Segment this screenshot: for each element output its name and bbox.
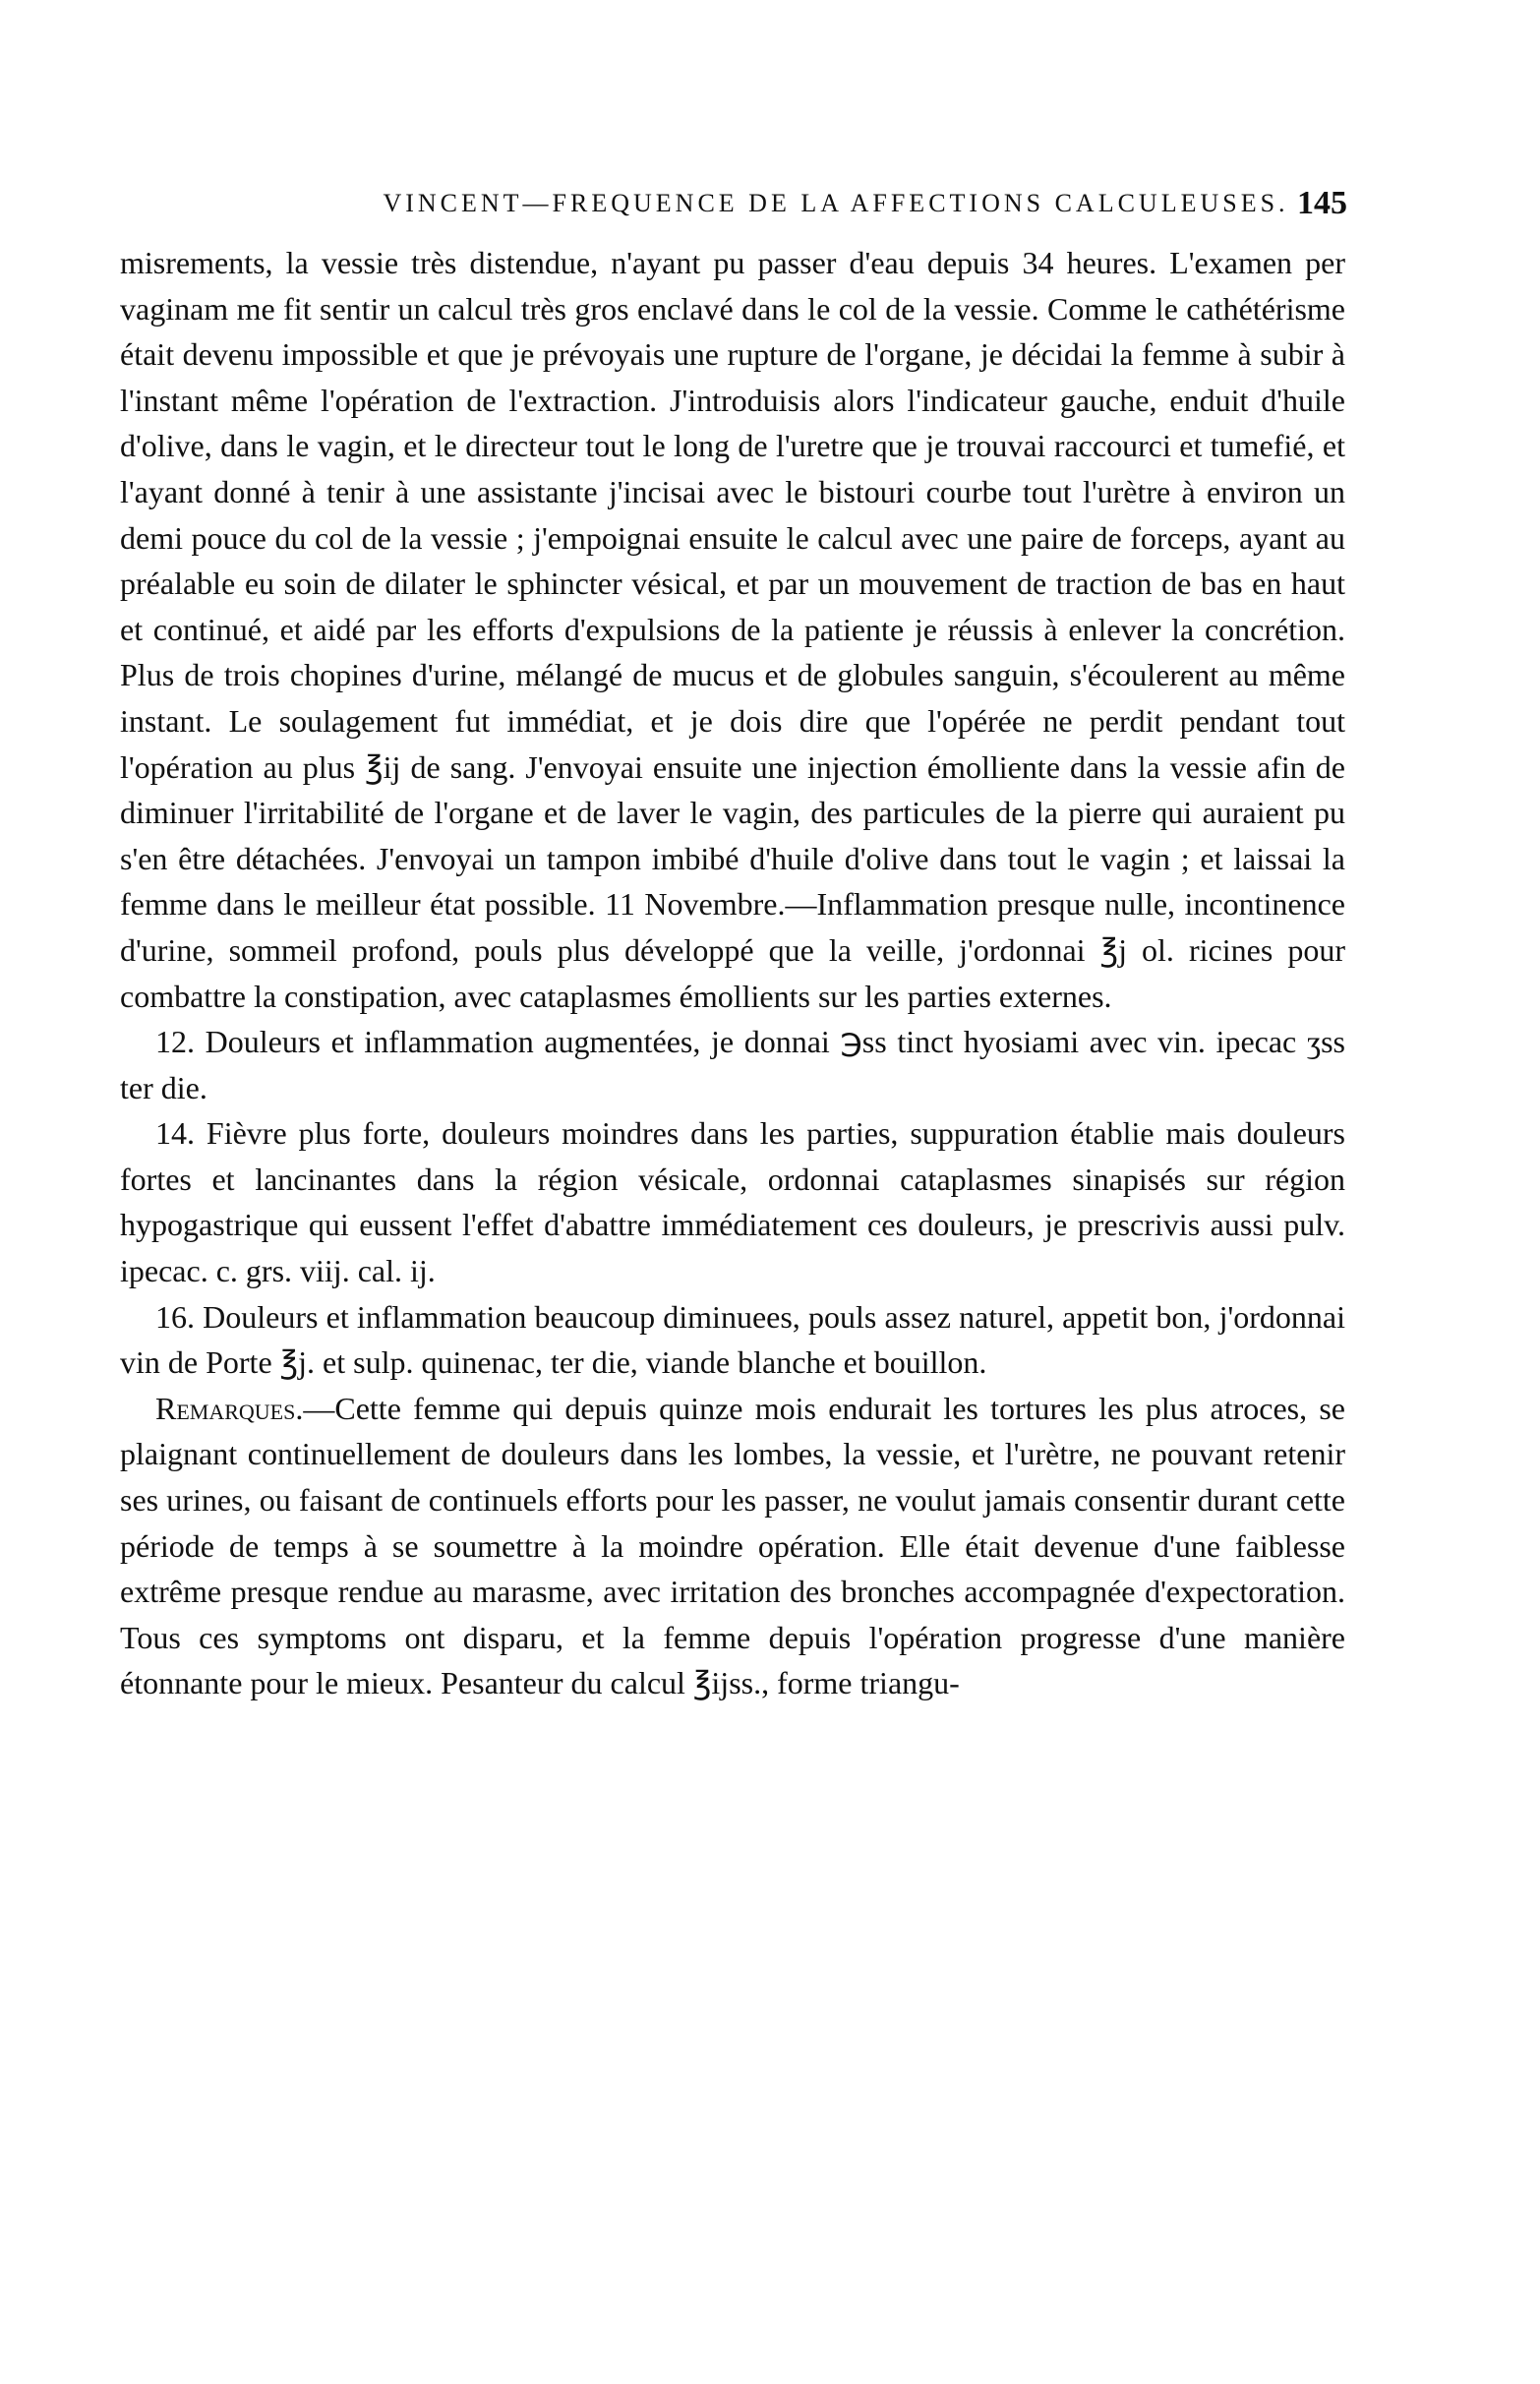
remarques-text: Cette femme qui depuis quinze mois endurait les tortures les plus atroces, se plaignant continuellement de douleurs dans les lombes, la vessie, et l'urètre, ne pouvant retenir ses urines, ou faisant de continuels efforts pour les passer, ne voulut jamais consentir durant cette période de temps à se soumettre à la moindre opération. Elle était devenue d'une faiblesse extrême presque rendue au marasme, avec irritation des bronches accompagnée d'expectoration. Tous ces symptoms ont disparu, et la femme depuis l'opération progresse d'une manière étonnante pour le mieux. Pesanteur du calcul ℥ijss., forme triangu- bbox=[120, 1390, 1345, 1701]
paragraph-remarques bbox=[120, 1386, 1345, 1706]
running-title: VINCENT—FREQUENCE DE LA AFFECTIONS CALCULEUSES. bbox=[383, 189, 1289, 217]
body-text bbox=[120, 240, 1345, 1706]
paragraph-day-14: 14. Fièvre plus forte, douleurs moindres dans les parties, suppuration établie mais douleurs fortes et lancinantes dans la région vésicale, ordonnai cataplasmes sinapisés sur région hypogastrique qui eussent l'effet d'abattre immédiatement ces douleurs, je prescrivis aussi pulv. ipecac. c. grs. viij. cal. ij. bbox=[120, 1115, 1345, 1289]
remarques-label: Remarques.— bbox=[155, 1390, 335, 1426]
page-number: 145 bbox=[1297, 185, 1347, 221]
paragraph-day-16: 16. Douleurs et inflammation beaucoup diminuees, pouls assez naturel, appetit bon, j'ordonnai vin de Porte ℥j. et sulp. quinenac, ter die, viande blanche et bouillon. bbox=[120, 1298, 1345, 1381]
paragraph-day-12: 12. Douleurs et inflammation augmentées, je donnai ℈ss tinct hyosiami avec vin. ipecac ʒss ter die. bbox=[120, 1024, 1345, 1105]
running-header bbox=[295, 185, 1377, 228]
paragraph-case-narrative: misrements, la vessie très distendue, n'ayant pu passer d'eau depuis 34 heures. L'examen per vaginam me fit sentir un calcul très gros enclavé dans le col de la vessie. Comme le cathétérisme était devenu impossible et que je prévoyais une rupture de l'organe, je décidai la femme à subir à l'instant même l'opération de l'extraction. J'introduisis alors l'indicateur gauche, enduit d'huile d'olive, dans le vagin, et le directeur tout le long de l'uretre que je trouvai raccourci et tumefié, et l'ayant donné à tenir à une assistante j'incisai avec le bistouri courbe tout l'urètre à environ un demi pouce du col de la vessie ; j'empoignai ensuite le calcul avec une paire de forceps, ayant au préalable eu soin de dilater le sphincter vésical, et par un mouvement de traction de bas en haut et continué, et aidé par les efforts d'expulsions de la patiente je réussis à enlever la concrétion. Plus de trois chopines d'urine, mélangé de mucus et de globules sanguin, s'écoulerent au même instant. Le soulagement fut immédiat, et je dois dire que l'opérée ne perdit pendant tout l'opération au plus ℥ij de sang. J'envoyai ensuite une injection émolliente dans la vessie afin de diminuer l'irritabilité de l'organe et de laver le vagin, des particules de la pierre qui auraient pu s'en être détachées. J'envoyai un tampon imbibé d'huile d'olive dans tout le vagin ; et laissai la femme dans le meilleur état possible. 11 Novembre.—Inflammation presque nulle, incontinence d'urine, sommeil profond, pouls plus développé que la veille, j'ordonnai ℥j ol. ricines pour combattre la constipation, avec cataplasmes émollients sur les parties externes. bbox=[120, 245, 1345, 1014]
